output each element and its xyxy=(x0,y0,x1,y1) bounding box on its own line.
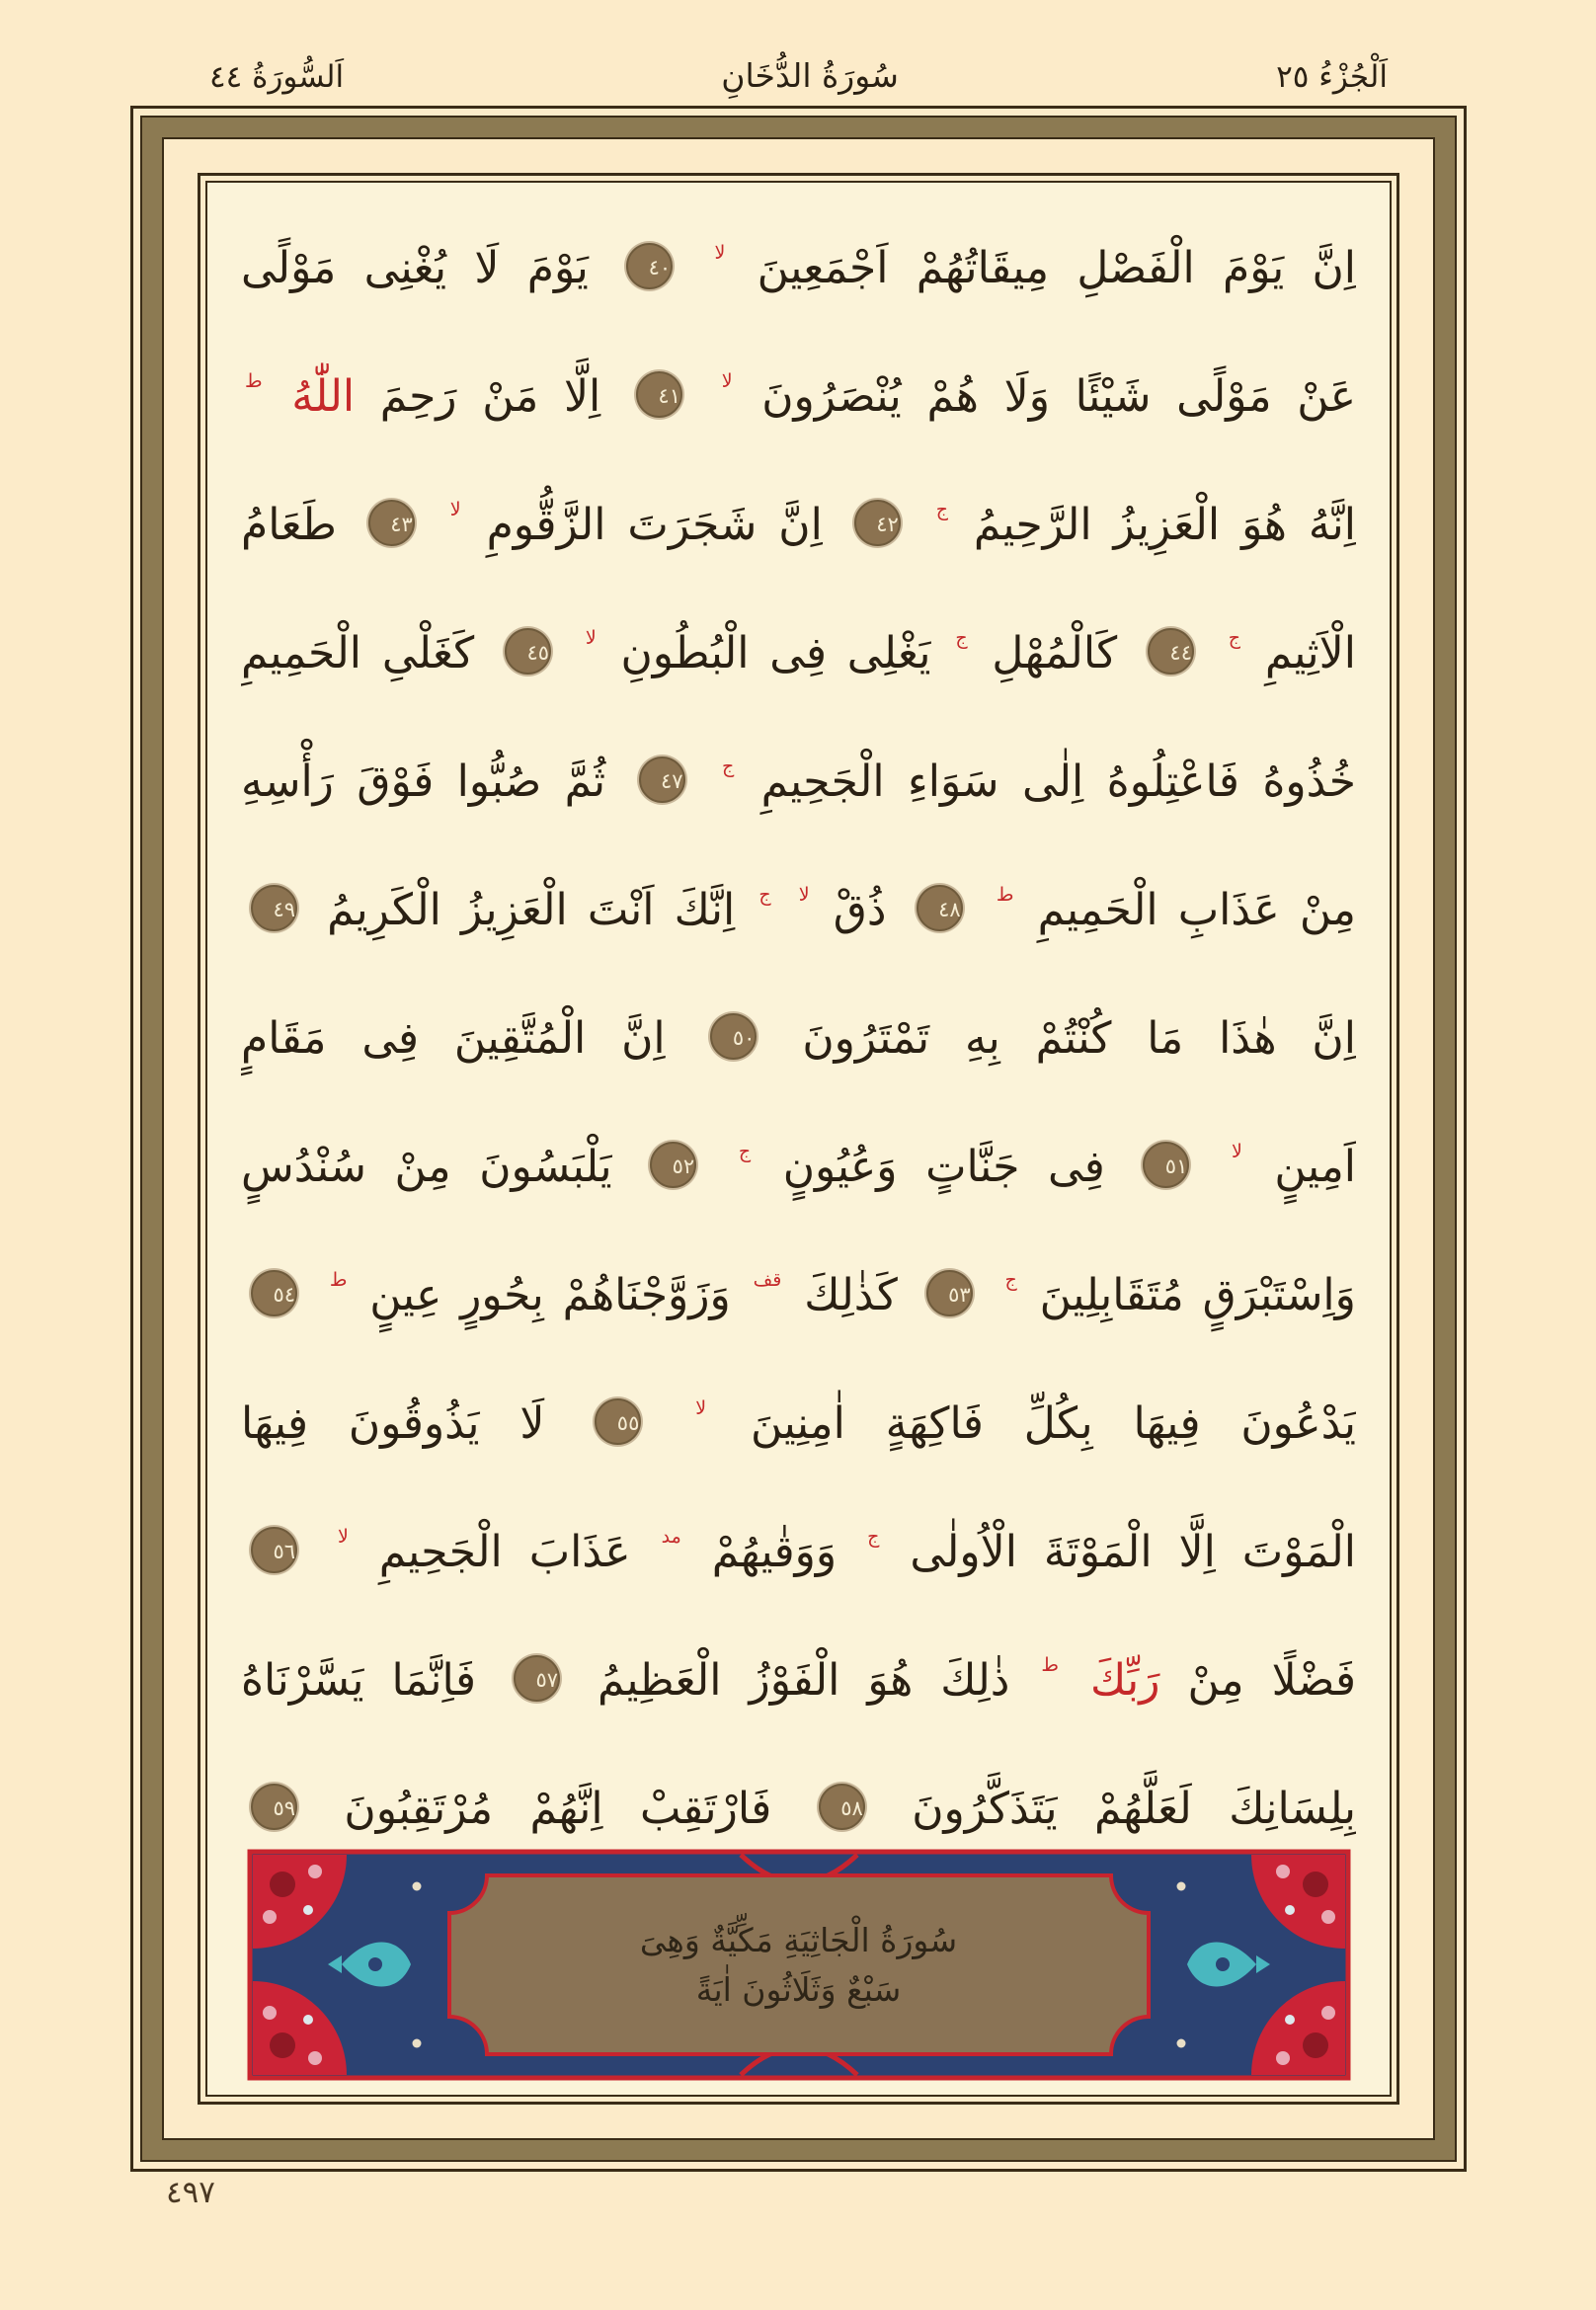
waqf-mark: ج xyxy=(721,756,735,777)
ayah-text: وَزَوَّجْنَاهُمْ بِحُورٍ عِينٍ xyxy=(369,1270,731,1320)
banner-line-2: سَبْعٌ وَثَلَاثُونَ اٰيَةً xyxy=(695,1969,902,2009)
ayah-text: ثُمَّ صُبُّوا فَوْقَ رَأْسِهِ xyxy=(241,757,606,807)
verse-marker: ٥٦ xyxy=(251,1527,297,1573)
verse-marker: ٥٧ xyxy=(514,1655,560,1702)
banner-text xyxy=(247,1849,1351,2081)
text-panel xyxy=(205,181,1392,2097)
waqf-mark: ج xyxy=(758,884,771,906)
quran-line xyxy=(241,461,1356,590)
ayah-text: اِنَّ الْمُتَّقِينَ فِى مَقَامٍ xyxy=(241,1013,666,1064)
verse-marker: ٤٢ xyxy=(854,500,901,546)
quran-line xyxy=(241,975,1356,1103)
verse-marker: ٤٠ xyxy=(626,243,673,289)
frame-mid-line xyxy=(198,173,1399,2105)
ayah-text: عَذَابَ الْجَحِيمِ xyxy=(378,1527,631,1577)
waqf-mark: لا xyxy=(798,884,810,906)
ayah-text: طَعَامُ xyxy=(241,500,337,550)
sacred-word: رَبِّكَ xyxy=(1089,1655,1160,1706)
ayah-text: فَاِنَّمَا يَسَّرْنَاهُ xyxy=(241,1655,476,1706)
quran-line xyxy=(241,1488,1356,1617)
page-header xyxy=(130,38,1467,95)
waqf-mark: قف xyxy=(753,1269,782,1291)
frame-olive-band xyxy=(142,118,1455,2160)
waqf-mark: لا xyxy=(585,627,597,649)
verse-marker: ٤٤ xyxy=(1148,628,1194,675)
waqf-mark: لا xyxy=(714,242,726,264)
waqf-mark: ط xyxy=(996,884,1014,906)
quran-line xyxy=(241,846,1356,975)
ayah-text: اِنَّكَ اَنْتَ الْعَزِيزُ الْكَرِيمُ xyxy=(327,885,736,935)
waqf-mark: لا xyxy=(337,1526,349,1548)
ayah-text: فَضْلًا مِنْ xyxy=(1187,1655,1356,1706)
ayah-text: يَدْعُونَ فِيهَا بِكُلِّ فَاكِهَةٍ اٰمِنِينَ xyxy=(750,1398,1356,1449)
ayah-text: يَلْبَسُونَ مِنْ سُنْدُسٍ xyxy=(241,1142,612,1192)
verse-marker: ٥١ xyxy=(1143,1142,1189,1188)
quran-line xyxy=(241,1103,1356,1232)
waqf-mark: لا xyxy=(695,1397,707,1419)
waqf-mark: لا xyxy=(721,370,733,392)
ayah-text: اِنَّ هٰذَا مَا كُنْتُمْ بِهِ تَمْتَرُونَ xyxy=(802,1013,1356,1064)
waqf-mark: ج xyxy=(1228,627,1241,649)
ayah-text: اَمِينٍ xyxy=(1274,1142,1356,1192)
ayah-text: كَالْمُهْلِ xyxy=(992,628,1118,678)
ayah-text: مِنْ عَذَابِ الْحَمِيمِ xyxy=(1037,885,1356,935)
verse-marker: ٥٤ xyxy=(251,1270,297,1316)
quran-line xyxy=(241,590,1356,718)
waqf-mark: ط xyxy=(329,1269,348,1291)
ayah-text: الْمَوْتَ اِلَّا الْمَوْتَةَ الْاُولٰى xyxy=(910,1527,1356,1577)
ayah-text: كَغَلْىِ الْحَمِيمِ xyxy=(241,628,475,678)
waqf-mark: ج xyxy=(955,627,968,649)
juz-label: اَلْجُزْءُ ٢٥ xyxy=(1276,59,1388,95)
quran-line xyxy=(241,718,1356,846)
ayah-text: اِنَّ شَجَرَتَ الزَّقُّومِ xyxy=(486,500,823,550)
ayah-text: خُذُوهُ فَاعْتِلُوهُ اِلٰى سَوَاءِ الْجَحِيمِ xyxy=(760,757,1356,807)
verse-marker: ٥٣ xyxy=(926,1270,973,1316)
ayah-text: ذٰلِكَ هُوَ الْفَوْزُ الْعَظِيمُ xyxy=(598,1655,1010,1706)
ayah-text: يَغْلِى فِى الْبُطُونِ xyxy=(620,628,931,678)
ayah-text: كَذٰلِكَ xyxy=(804,1270,898,1320)
ayah-text: فِى جَنَّاتٍ وَعُيُونٍ xyxy=(782,1142,1105,1192)
ayah-text: وَوَقٰيهُمْ xyxy=(711,1527,838,1577)
quran-lines xyxy=(207,183,1390,2095)
ayah-text: عَنْ مَوْلًى شَيْئًا وَلَا هُمْ يُنْصَرُونَ xyxy=(761,371,1356,422)
ayah-text: فَارْتَقِبْ اِنَّهُمْ مُرْتَقِبُونَ xyxy=(344,1784,772,1834)
verse-marker: ٥٢ xyxy=(650,1142,696,1188)
surah-banner xyxy=(247,1849,1351,2081)
ayah-text: لَا يَذُوقُونَ فِيهَا xyxy=(241,1398,545,1449)
verse-marker: ٤١ xyxy=(636,371,682,418)
sacred-word: اللّٰهُ xyxy=(291,371,356,422)
waqf-mark: ج xyxy=(1004,1269,1017,1291)
waqf-mark: ج xyxy=(738,1141,752,1162)
verse-marker: ٤٩ xyxy=(251,885,297,931)
waqf-mark: ج xyxy=(935,499,948,520)
banner-line-1: سُورَةُ الْجَاثِيَةِ مَكِّيَّةٌ وَهِىَ xyxy=(639,1921,958,1960)
ayah-text: الْاَثِيمِ xyxy=(1264,628,1356,678)
verse-marker: ٥٥ xyxy=(595,1398,641,1445)
verse-marker: ٥٨ xyxy=(819,1784,865,1830)
ayah-text: اِنَّهُ هُوَ الْعَزِيزُ الرَّحِيمُ xyxy=(973,500,1356,550)
ayah-text: ذُقْ xyxy=(833,885,887,935)
verse-marker: ٥٩ xyxy=(251,1784,297,1830)
verse-marker: ٤٧ xyxy=(639,757,685,803)
quran-line xyxy=(241,333,1356,461)
quran-line xyxy=(241,204,1356,333)
surah-index-label: اَلسُّورَةُ ٤٤ xyxy=(209,59,345,95)
surah-title: سُورَةُ الدُّخَانِ xyxy=(721,56,899,95)
verse-marker: ٤٣ xyxy=(368,500,415,546)
waqf-mark: ط xyxy=(245,370,263,392)
verse-marker: ٤٥ xyxy=(505,628,551,675)
ayah-text: يَوْمَ لَا يُغْنِى مَوْلًى xyxy=(241,243,589,293)
ayah-text: وَاِسْتَبْرَقٍ مُتَقَابِلِينَ xyxy=(1039,1270,1356,1320)
ayah-text: بِلِسَانِكَ لَعَلَّهُمْ يَتَذَكَّرُونَ xyxy=(912,1784,1356,1834)
verse-marker: ٤٨ xyxy=(917,885,963,931)
page-number: ٤٩٧ xyxy=(166,2175,215,2210)
waqf-mark: مد xyxy=(661,1526,681,1548)
waqf-mark: ج xyxy=(867,1526,880,1548)
ayah-text: اِنَّ يَوْمَ الْفَصْلِ مِيقَاتُهُمْ اَجْمَعِينَ xyxy=(757,243,1356,293)
waqf-mark: لا xyxy=(1231,1141,1242,1162)
ayah-text: اِلَّا مَنْ رَحِمَ xyxy=(379,371,601,422)
quran-line xyxy=(241,1617,1356,1745)
waqf-mark: ط xyxy=(1041,1654,1059,1676)
verse-marker: ٥٠ xyxy=(710,1013,757,1060)
waqf-mark: لا xyxy=(449,499,461,520)
quran-line xyxy=(241,1232,1356,1360)
quran-line xyxy=(241,1360,1356,1488)
page-frame xyxy=(130,106,1467,2172)
